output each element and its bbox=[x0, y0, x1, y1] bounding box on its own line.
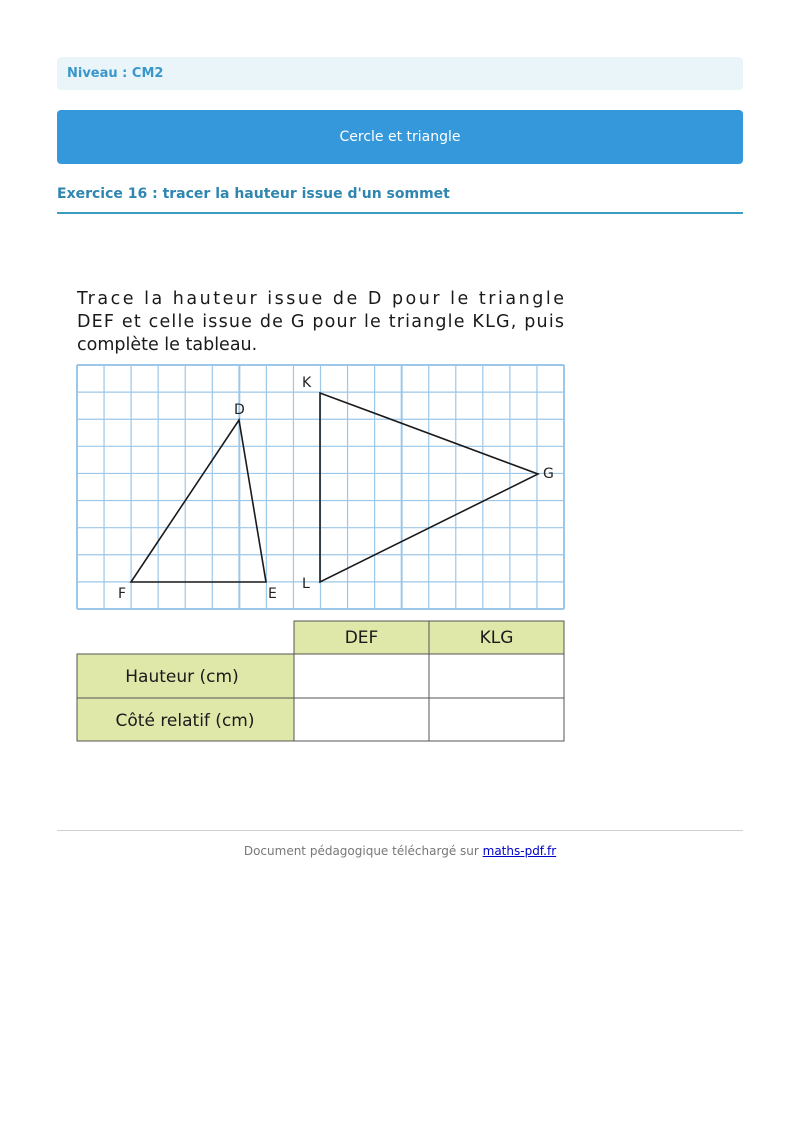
table-row-hauteur: Hauteur (cm) bbox=[125, 667, 239, 687]
footer-divider bbox=[57, 830, 743, 831]
instruction-line-2: DEF et celle issue de G pour le triangle KLG, puis bbox=[77, 312, 564, 332]
exercise-title: Exercice 16 : tracer la hauteur issue d'un sommet bbox=[57, 186, 450, 202]
instruction-line-3: complète le tableau. bbox=[77, 335, 258, 355]
table-cell-hauteur-klg[interactable] bbox=[429, 654, 564, 698]
point-label-k: K bbox=[302, 375, 312, 391]
table-cell-cote-klg[interactable] bbox=[429, 698, 564, 741]
point-label-g: G bbox=[543, 466, 554, 482]
footer-link[interactable]: maths-pdf.fr bbox=[482, 844, 557, 858]
table-row-cote: Côté relatif (cm) bbox=[115, 711, 255, 731]
table-col-def: DEF bbox=[344, 628, 379, 648]
answer-table bbox=[77, 621, 564, 741]
footer bbox=[0, 844, 800, 858]
point-label-e: E bbox=[268, 586, 277, 602]
niveau-label: Niveau : CM2 bbox=[67, 66, 164, 81]
point-label-l: L bbox=[302, 576, 310, 592]
table-col-klg: KLG bbox=[479, 628, 514, 648]
table-cell-cote-def[interactable] bbox=[294, 698, 429, 741]
point-label-f: F bbox=[118, 586, 127, 602]
theme-title: Cercle et triangle bbox=[339, 129, 461, 145]
point-label-d: D bbox=[234, 402, 245, 418]
footer-text: Document pédagogique téléchargé sur bbox=[243, 844, 483, 858]
instruction-line-1: Trace la hauteur issue de D pour le triangle bbox=[77, 289, 565, 309]
table-cell-hauteur-def[interactable] bbox=[294, 654, 429, 698]
